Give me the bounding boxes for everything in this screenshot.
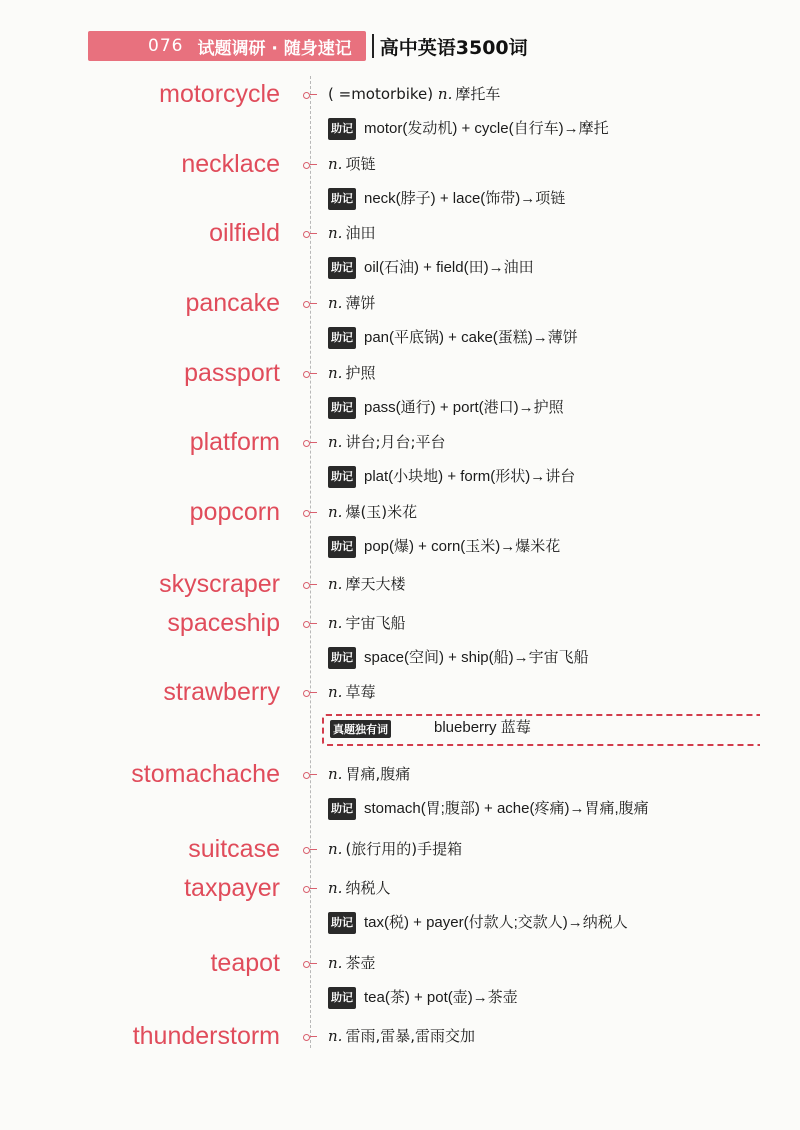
bullet-icon xyxy=(302,436,316,450)
definition-text: 爆(玉)米花 xyxy=(345,503,418,521)
headword: strawberry xyxy=(163,678,280,706)
headword: oilfield xyxy=(209,219,280,247)
definition xyxy=(328,953,375,973)
headword: pancake xyxy=(185,289,280,317)
bullet-icon xyxy=(302,158,316,172)
definition xyxy=(328,84,500,104)
memory-aid xyxy=(328,798,649,820)
definition-text: 讲台;月台;平台 xyxy=(345,433,446,451)
bullet-icon xyxy=(302,227,316,241)
definition xyxy=(328,223,375,243)
headword: necklace xyxy=(181,150,280,178)
definition-text: 草莓 xyxy=(345,683,376,701)
definition-text: 薄饼 xyxy=(345,294,376,312)
definition-text: 胃痛,腹痛 xyxy=(345,765,411,783)
bullet-icon xyxy=(302,88,316,102)
definition-text: 护照 xyxy=(345,364,376,382)
part-of-speech: n. xyxy=(328,954,343,972)
part-of-speech: n. xyxy=(328,765,343,783)
memo-text: pop(爆) + corn(玉米)→爆米花 xyxy=(364,538,561,555)
bullet-icon xyxy=(302,297,316,311)
definition-text: 纳税人 xyxy=(345,879,391,897)
part-of-speech: n. xyxy=(328,840,343,858)
memo-badge: 助记 xyxy=(328,647,356,669)
headword: passport xyxy=(184,359,280,387)
header-band xyxy=(88,31,366,61)
memo-badge: 助记 xyxy=(328,536,356,558)
book-title: 高中英语3500词 xyxy=(379,36,528,59)
page-number: 076 xyxy=(148,36,184,56)
memo-badge: 助记 xyxy=(328,798,356,820)
memo-text: pass(通行) + port(港口)→护照 xyxy=(364,399,564,416)
part-of-speech: n. xyxy=(328,364,343,382)
bullet-icon xyxy=(302,1030,316,1044)
definition-text: 摩托车 xyxy=(455,85,501,103)
memo-text: motor(发动机) + cycle(自行车)→摩托 xyxy=(364,120,609,137)
memo-badge: 助记 xyxy=(328,397,356,419)
part-of-speech: n. xyxy=(328,155,343,173)
definition-text: 项链 xyxy=(345,155,376,173)
memory-aid xyxy=(328,257,534,279)
bullet-icon xyxy=(302,957,316,971)
bullet-icon xyxy=(302,686,316,700)
definition-text: 宇宙飞船 xyxy=(345,614,406,632)
definition xyxy=(328,363,375,383)
exam-word-box xyxy=(322,714,760,746)
part-of-speech: n. xyxy=(328,1027,343,1045)
definition-text: 茶壶 xyxy=(345,954,376,972)
memo-badge: 助记 xyxy=(328,912,356,934)
memory-aid xyxy=(328,536,560,558)
memo-text: pan(平底锅) + cake(蛋糕)→薄饼 xyxy=(364,329,578,346)
memo-text: tax(税) + payer(付款人;交款人)→纳税人 xyxy=(364,914,628,931)
timeline-axis xyxy=(310,76,311,1048)
exam-word-badge: 真题独有词 xyxy=(330,720,391,738)
part-of-speech: n. xyxy=(328,224,343,242)
bullet-icon xyxy=(302,843,316,857)
bullet-icon xyxy=(302,578,316,592)
header-divider xyxy=(372,34,374,58)
definition xyxy=(328,154,375,174)
headword: teapot xyxy=(210,949,280,977)
bullet-icon xyxy=(302,506,316,520)
definition xyxy=(328,613,405,633)
definition-text: 雷雨,雷暴,雷雨交加 xyxy=(345,1027,475,1045)
part-of-speech: n. xyxy=(328,575,343,593)
bullet-icon xyxy=(302,617,316,631)
definition-text: (旅行用的)手提箱 xyxy=(345,840,463,858)
definition xyxy=(328,764,410,784)
memo-badge: 助记 xyxy=(328,188,356,210)
headword: skyscraper xyxy=(159,570,280,598)
memo-text: oil(石油) + field(田)→油田 xyxy=(364,259,534,276)
memory-aid xyxy=(328,912,628,934)
bullet-icon xyxy=(302,768,316,782)
headword: spaceship xyxy=(167,609,280,637)
headword: taxpayer xyxy=(184,874,280,902)
headword: popcorn xyxy=(189,498,280,526)
headword: thunderstorm xyxy=(132,1022,280,1050)
bullet-icon xyxy=(302,367,316,381)
exam-word-text: blueberry 蓝莓 xyxy=(434,719,531,736)
headword: motorcycle xyxy=(159,80,280,108)
headword: stomachache xyxy=(131,760,280,788)
definition xyxy=(328,839,462,859)
definition-text: 摩天大楼 xyxy=(345,575,406,593)
part-of-speech: n. xyxy=(328,433,343,451)
memory-aid xyxy=(328,188,565,210)
memo-badge: 助记 xyxy=(328,987,356,1009)
definition xyxy=(328,432,446,452)
memory-aid xyxy=(328,118,609,140)
definition-text: 油田 xyxy=(345,224,376,242)
part-of-speech: n. xyxy=(328,503,343,521)
definition xyxy=(328,574,405,594)
headword: platform xyxy=(189,428,280,456)
memo-text: tea(茶) + pot(壶)→茶壶 xyxy=(364,989,518,1006)
memory-aid xyxy=(328,327,578,349)
memo-text: space(空间) + ship(船)→宇宙飞船 xyxy=(364,649,589,666)
memory-aid xyxy=(328,397,564,419)
memo-badge: 助记 xyxy=(328,118,356,140)
memo-text: plat(小块地) + form(形状)→讲台 xyxy=(364,468,576,485)
definition xyxy=(328,293,375,313)
part-of-speech: n. xyxy=(328,879,343,897)
memo-text: neck(脖子) + lace(饰带)→项链 xyxy=(364,190,566,207)
memory-aid xyxy=(328,647,589,669)
memory-aid xyxy=(328,466,575,488)
page-header xyxy=(88,31,528,61)
part-of-speech: n. xyxy=(437,85,453,103)
definition xyxy=(328,878,390,898)
memory-aid xyxy=(328,987,518,1009)
definition-note: ( =motorbike) xyxy=(328,85,438,103)
part-of-speech: n. xyxy=(328,683,343,701)
part-of-speech: n. xyxy=(328,294,343,312)
memo-badge: 助记 xyxy=(328,466,356,488)
memo-text: stomach(胃;腹部) + ache(疼痛)→胃痛,腹痛 xyxy=(364,800,649,817)
definition xyxy=(328,1026,475,1046)
headword: suitcase xyxy=(188,835,280,863)
bullet-icon xyxy=(302,882,316,896)
memo-badge: 助记 xyxy=(328,327,356,349)
part-of-speech: n. xyxy=(328,614,343,632)
memo-badge: 助记 xyxy=(328,257,356,279)
series-name: 试题调研 · 随身速记 xyxy=(197,38,352,59)
definition xyxy=(328,682,375,702)
definition xyxy=(328,502,417,522)
